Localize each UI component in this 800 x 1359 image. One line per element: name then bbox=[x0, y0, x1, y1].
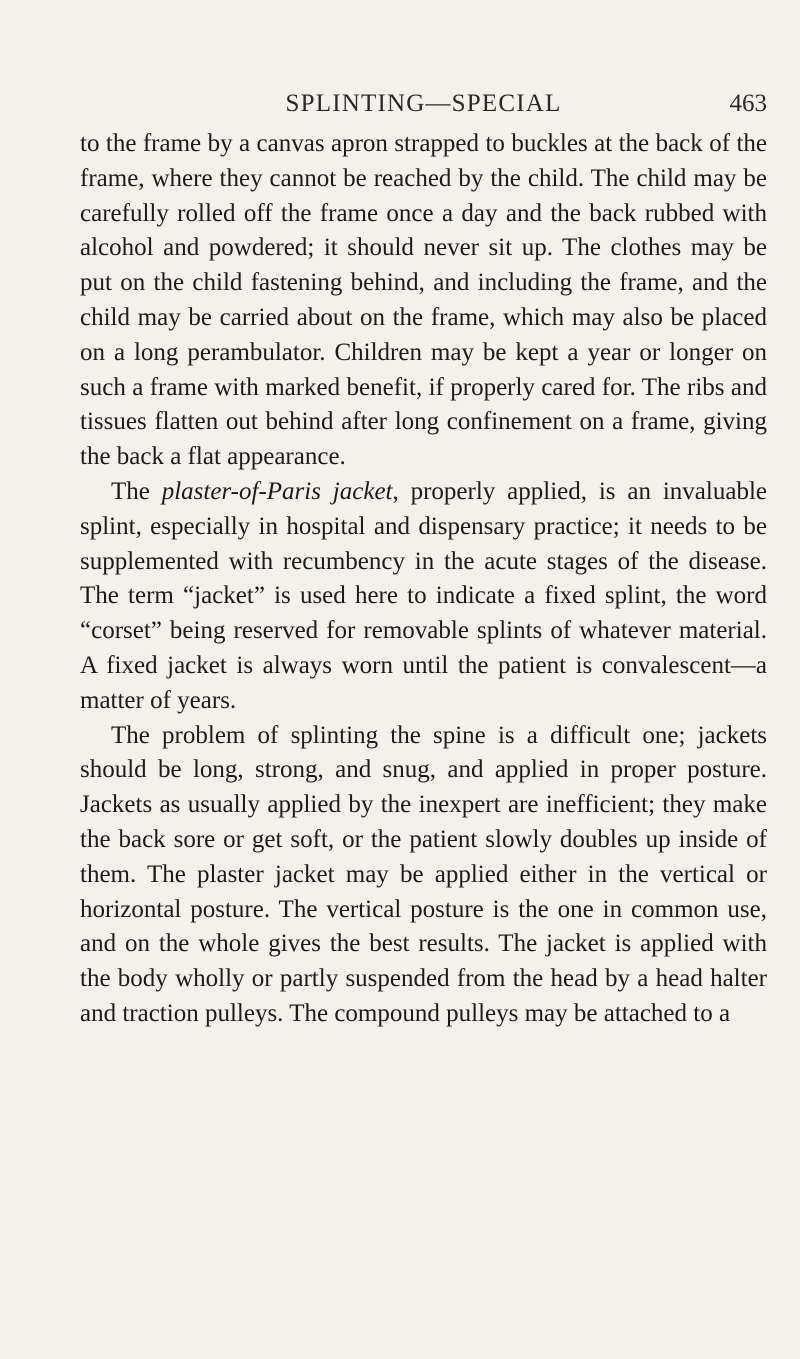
paragraph-splinting-problem: The problem of splinting the spine is a difficult one; jackets should be long, strong, and snug, and applied in proper posture. Jackets as usually applied by the inexpert are inefficient; they make the back sore or get soft, or the patient slowly doubles up inside of them. The plaster jacket may be applied either in the vertical or horizontal posture. The vertical posture is the one in common use, and on the whole gives the best results. The jacket is applied with the body wholly or partly suspended from the head by a head halter and traction pulleys. The compound pulleys may be attached to a bbox=[80, 721, 767, 1027]
paragraph-lead: The bbox=[111, 477, 162, 505]
running-title: SPLINTING—SPECIAL bbox=[285, 90, 562, 117]
paragraph-rest: , properly applied, is an invaluable splint, especially in hospital and dispensary practice; it needs to be supplemented with recumbency in the acute stages of the disease. The term “jacket” is used here to indicate a fixed splint, the word “corset” being reserved for removable splints of whatever material. A fixed jacket is always worn until the patient is convalescent—a matter of years. bbox=[80, 477, 767, 714]
body-text bbox=[80, 127, 767, 1032]
paragraph-frame-care: to the frame by a canvas apron strapped to buckles at the back of the frame, where they cannot be reached by the child. The child may be carefully rolled off the frame once a day and the back rubbed with alcohol and powdered; it should never sit up. The clothes may be put on the child fastening behind, and including the frame, and the child may be carried about on the frame, which may also be placed on a long perambulator. Children may be kept a year or longer on such a frame with marked benefit, if properly cared for. The ribs and tissues flatten out behind after long confinement on a frame, giving the back a flat appearance. bbox=[80, 130, 767, 471]
running-head bbox=[80, 90, 767, 124]
paragraph-plaster-jacket bbox=[80, 475, 767, 719]
page-number: 463 bbox=[729, 90, 767, 117]
emphasis-plaster-jacket: plaster-of-Paris jacket bbox=[161, 477, 393, 505]
